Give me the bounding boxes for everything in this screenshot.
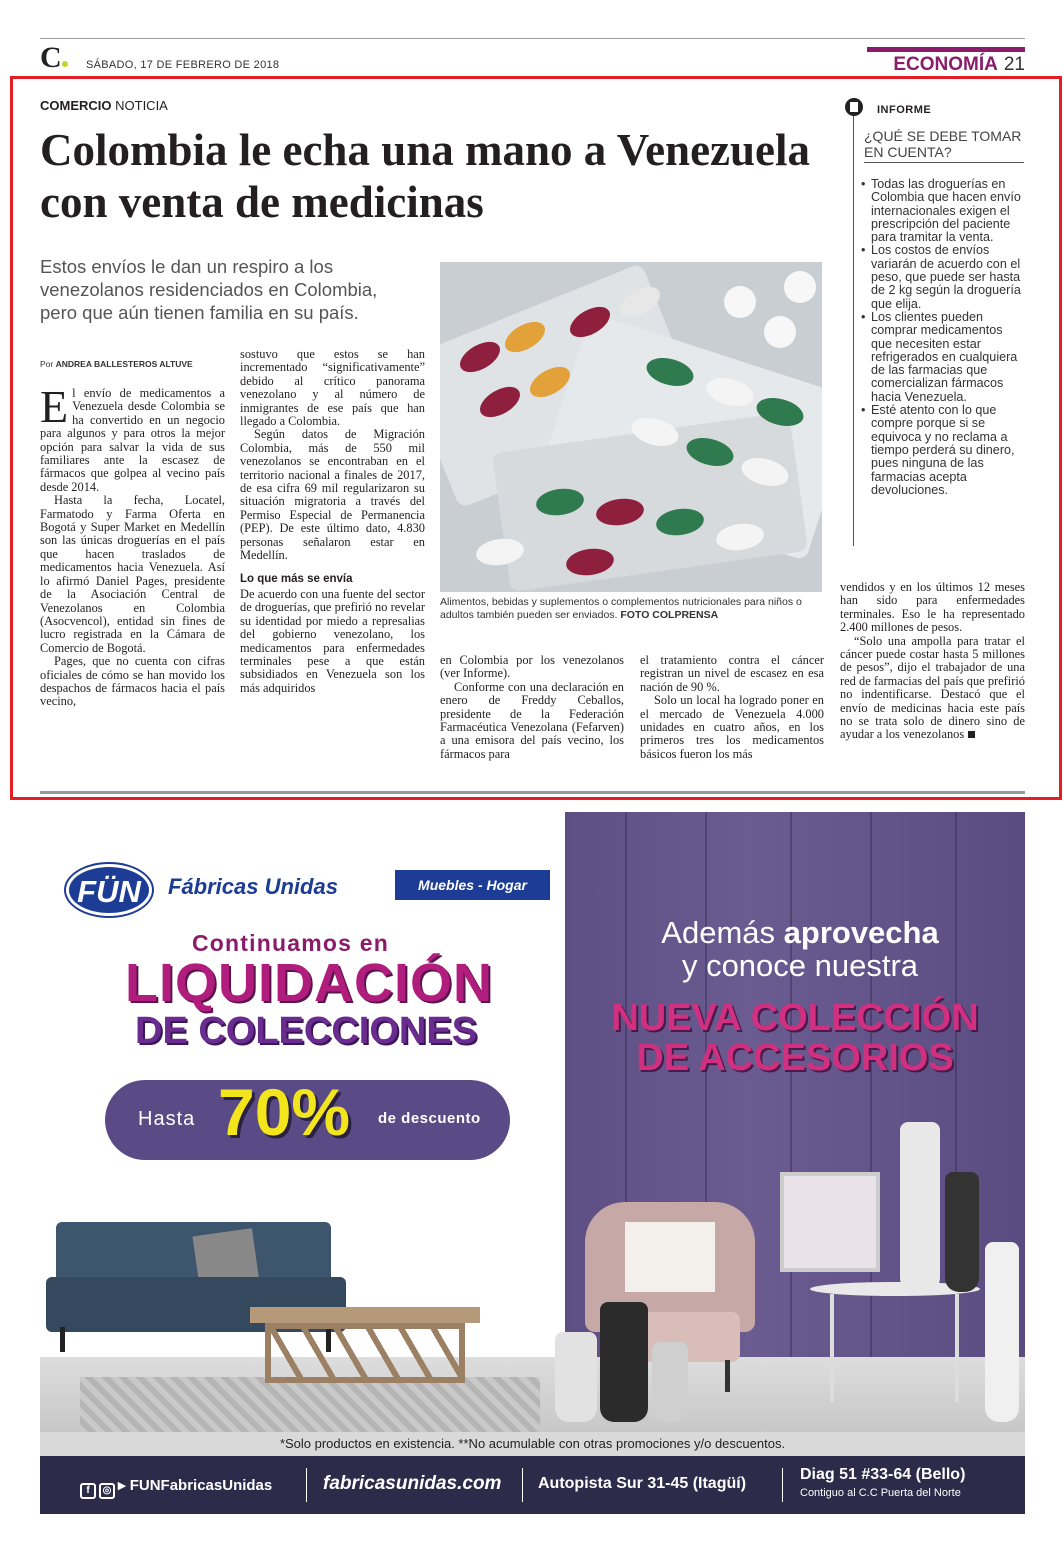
- chair-pillow: [625, 1222, 715, 1292]
- article-lead: Estos envíos le dan un respiro a los venezolanos residenciados en Colombia, pero que aún tienen familia en su país.: [40, 256, 378, 323]
- ademas-bold: aprovecha: [783, 915, 939, 950]
- article-column-5: [840, 581, 1025, 742]
- article-headline: Colombia le echa una mano a Venezuela con venta de medicinas: [40, 125, 811, 227]
- newspaper-logo: C: [40, 41, 62, 74]
- byline: [40, 359, 193, 369]
- discount-label: de descuento: [378, 1110, 481, 1127]
- logo-dot-icon: [62, 61, 68, 67]
- photo-caption: [440, 596, 830, 622]
- list-item: • Los costos de envíos variarán de acuerdo con el peso, que puede ser hasta de 2 kg según la droguería que elija.: [859, 244, 1024, 310]
- social-handle-text: FUNFabricasUnidas: [129, 1477, 273, 1494]
- article-column-4: [640, 654, 824, 761]
- nueva-line-2: DE ACCESORIOS: [636, 1037, 954, 1079]
- drop-cap: E: [40, 381, 69, 432]
- paragraph: Pages, que no cuenta con cifras oficiales de cómo se han movido los despachos de fármacos hacia el país vecino,: [40, 654, 225, 709]
- paragraph: Hasta la fecha, Locatel, Farmatodo y Farma Oferta en Bogotá y Super Market en Medellín son las únicas droguerías en el país que hacen traslados de medicamentos hacia Venezuela. Así lo afirmó Daniel Pages, presidente de la Asociación Central de Venezolanos en Colombia (Asocvencol), entidad sin fines de lucro registrada en la Cámara de Comercio de Bogotá.: [40, 493, 225, 655]
- photo-credit: FOTO COLPRENSA: [620, 609, 719, 621]
- ademas-text-2: y conoce nuestra: [681, 948, 919, 983]
- art-frame-image: [780, 1172, 880, 1272]
- ad-disclaimer: *Solo productos en existencia. **No acumulable con otras promociones y/o descuentos.: [40, 1432, 1025, 1456]
- website: fabricasunidas.com: [323, 1473, 502, 1494]
- footer-separator: [782, 1468, 783, 1502]
- ad-continuamos: Continuamos en: [192, 930, 389, 956]
- discount-hasta: Hasta: [138, 1108, 196, 1130]
- ad-de-colecciones: DE COLECCIONES: [135, 1010, 478, 1052]
- paragraph-text: l envío de medicamentos a Venezuela desde Colombia se ha convertido en un negocio para algunos y para otros la mejor opción para salvar la vida de sus familiares ante la escasez de fármacos que golpea al vecino país desde 2014.: [40, 386, 225, 494]
- chair-leg: [725, 1360, 730, 1392]
- paragraph: sostuvo que estos se han incrementado “significativamente” debido al crítico panorama venezolano y al número de inmigrantes de ese país que han llegado a Colombia.: [240, 347, 425, 429]
- sidebar-question: ¿QUÉ SE DEBE TOMAR EN CUENTA?: [864, 128, 1024, 163]
- pill-blisters-image: [440, 262, 822, 592]
- byline-prefix: Por: [40, 359, 54, 369]
- article-subhead: Lo que más se envía: [240, 572, 353, 585]
- kicker-category: COMERCIO: [40, 98, 112, 113]
- article-column-3: [440, 654, 624, 761]
- kicker-type: NOTICIA: [115, 98, 168, 113]
- table-base: [265, 1323, 465, 1383]
- page-header: [40, 38, 1025, 74]
- ad-nueva-coleccion: [595, 998, 995, 1078]
- paragraph: el tratamiento contra el cáncer registran un nivel de escasez en esa nación de 90 %.: [640, 653, 824, 694]
- paragraph: vendidos y en los últimos 12 meses han sido para enfermedades terminales. Eso le ha representado 2.400 millones de pesos.: [840, 580, 1025, 635]
- article-column-2: [240, 348, 425, 695]
- brand-name: Fábricas Unidas: [168, 874, 338, 899]
- sofa-leg: [60, 1327, 65, 1352]
- ad-footer: [40, 1456, 1025, 1514]
- sidebar-list: [859, 178, 1024, 497]
- paragraph: De acuerdo con una fuente del sector de droguerías, que prefirió no revelar su identidad por miedo a represalias del gobierno venezolano, los medicamentos para enfermedades terminales pese a que están subsidiados en Venezuela son los más adquiridos: [240, 586, 425, 695]
- discount-percent: 70%: [218, 1075, 351, 1149]
- paragraph: en Colombia por los venezolanos (ver Informe).: [440, 653, 624, 681]
- nueva-line-1: NUEVA COLECCIÓN: [611, 997, 979, 1039]
- article-column-1: [40, 381, 225, 709]
- footer-separator: [306, 1468, 307, 1502]
- vase-image: [652, 1342, 688, 1422]
- side-table-leg: [830, 1294, 834, 1402]
- list-item: • Todas las droguerías en Colombia que hacen envío internacionales exigen el prescripción del paciente para tramitar la venta.: [859, 178, 1024, 244]
- ad-liquidacion: LIQUIDACIÓN: [125, 953, 493, 1013]
- coffee-table-image: [250, 1307, 480, 1397]
- wood-plank: [790, 812, 792, 1432]
- paragraph-text: “Solo una ampolla para tratar el cáncer puede costar hasta 5 millones de pesos”, dijo el trabajador de una red de farmacias del país que prefirió no indentificarse. Destacó que el envío de medicinas hacia este país no se trata solo de dinero sino de ayudar a los venezolanos: [840, 633, 1025, 742]
- fun-logo: FÜN: [66, 864, 152, 916]
- medicine-photo: [440, 262, 822, 592]
- instagram-icon: ◎: [99, 1483, 115, 1499]
- article-kicker: [40, 98, 168, 113]
- byline-author: ANDREA BALLESTEROS ALTUVE: [55, 359, 193, 369]
- section-label: [867, 47, 1025, 76]
- paragraph: [840, 635, 1025, 742]
- facebook-icon: f: [80, 1483, 96, 1499]
- list-item: • Esté atento con lo que compre porque si se equivoca y no reclama a tiempo perderá su dinero, pues ninguna de las farmacias acepta devoluciones.: [859, 404, 1024, 497]
- social-handle: [80, 1476, 272, 1499]
- play-icon: ▸: [118, 1477, 126, 1494]
- ademas-text: Además: [661, 915, 776, 950]
- sidebar-label: INFORME: [877, 104, 932, 116]
- table-top: [250, 1307, 480, 1323]
- vase-image: [600, 1302, 648, 1422]
- store-address-itagui: Autopista Sur 31-45 (Itagüí): [538, 1475, 747, 1492]
- ad-ademas: [600, 916, 1000, 982]
- paragraph: [40, 381, 225, 494]
- store-address-bello: Diag 51 #33-64 (Bello): [800, 1466, 966, 1483]
- sidebar-rule: [853, 116, 854, 546]
- list-item: • Los clientes pueden comprar medicamentos que necesiten estar refrigerados en cualquiera de las farmacias que comercializan fármacos hacia Venezuela.: [859, 311, 1024, 404]
- vase-image: [985, 1242, 1019, 1422]
- paragraph: Solo un local ha logrado poner en el mercado de Venezuela 4.000 unidades en cuatro años, en los primeros tres los medicamentos básicos fueron los más: [640, 693, 824, 761]
- brand-tagline: Muebles - Hogar: [395, 870, 550, 900]
- side-table-image: [810, 1282, 980, 1402]
- vase-image: [945, 1172, 979, 1292]
- caption-text: Alimentos, bebidas y suplementos o complementos nutricionales para niños o adultos también pueden ser enviados.: [440, 596, 802, 621]
- paragraph: Conforme con una declaración en enero de Freddy Ceballos, presidente de la Federación Farmacéutica Venezolana (Fefarven) a una emisora del país vecino, los fármacos para: [440, 679, 624, 761]
- article-bottom-rule: [40, 791, 1025, 794]
- footer-separator: [522, 1468, 523, 1502]
- paragraph: Según datos de Migración Colombia, más de 550 mil venezolanos se encontraban en el territorio nacional a finales de 2017, de esa cifra 69 mil regularizaron su situación migratoria a través del Permiso Especial de Permanencia (PEP). De este último dato, 4.830 personas señalaron estar en Medellín.: [240, 427, 425, 563]
- vase-image: [900, 1122, 940, 1292]
- furniture-advertisement: [40, 812, 1025, 1514]
- vase-image: [555, 1332, 597, 1422]
- section-name: ECONOMÍA: [893, 54, 998, 75]
- store-address-bello-note: Contiguo al C.C Puerta del Norte: [800, 1487, 961, 1499]
- end-mark-icon: [968, 731, 975, 738]
- document-icon: [845, 98, 863, 116]
- issue-date: SÁBADO, 17 DE FEBRERO DE 2018: [86, 59, 280, 71]
- side-table-leg: [955, 1294, 959, 1402]
- page-number: 21: [1003, 54, 1025, 75]
